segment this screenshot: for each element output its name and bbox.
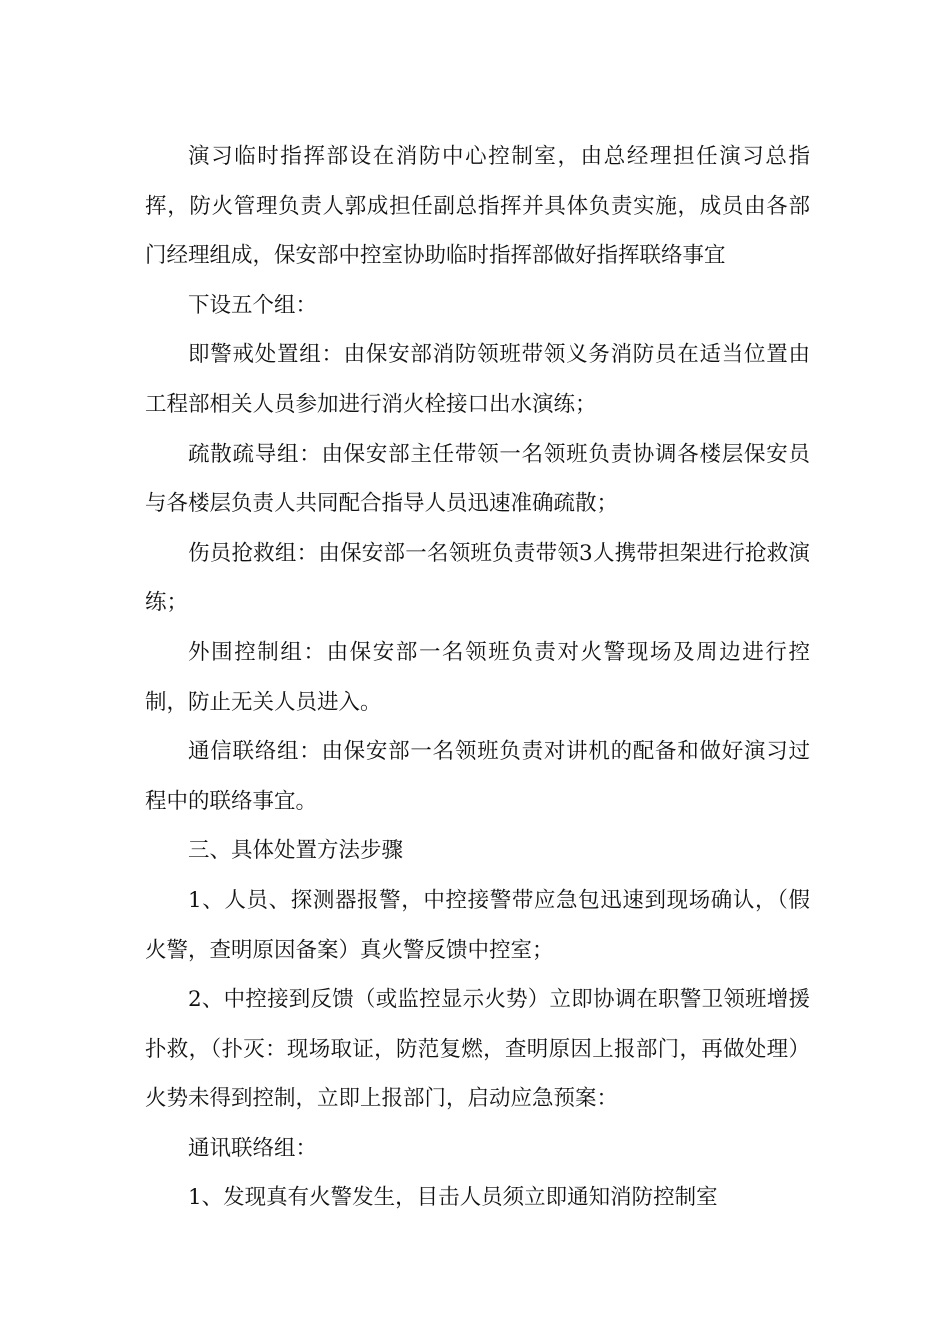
paragraph-step-2: 2、中控接到反馈（或监控显示火势）立即协调在职警卫领班增援扑救，（扑灭：现场取证，防范复燃，查明原因上报部门，再做处理）火势未得到控制，立即上报部门，启动应急预案： xyxy=(145,987,810,1112)
paragraph-alert-group: 即警戒处置组：由保安部消防领班带领义务消防员在适当位置由工程部相关人员参加进行消火栓接口出水演练； xyxy=(145,342,810,417)
paragraph-comms-heading: 通讯联络组： xyxy=(188,1135,318,1161)
paragraph-communication-group: 通信联络组：由保安部一名领班负责对讲机的配备和做好演习过程中的联络事宜。 xyxy=(145,739,810,814)
document-body xyxy=(145,132,810,1223)
section-heading-procedure: 三、具体处置方法步骤 xyxy=(188,838,404,864)
paragraph-step-1: 1、人员、探测器报警，中控接警带应急包迅速到现场确认，（假火警，查明原因备案）真火警反馈中控室； xyxy=(145,887,810,963)
paragraph-five-groups: 下设五个组： xyxy=(188,292,318,318)
paragraph-evacuation-group: 疏散疏导组：由保安部主任带领一名领班负责协调各楼层保安员与各楼层负责人共同配合指导人员迅速准确疏散； xyxy=(145,441,810,517)
paragraph-rescue-group: 伤员抢救组：由保安部一名领班负责带领3人携带担架进行抢救演练； xyxy=(145,540,810,616)
paragraph-comms-step-1: 1、发现真有火警发生，目击人员须立即通知消防控制室 xyxy=(188,1185,718,1211)
paragraph-command-post: 演习临时指挥部设在消防中心控制室，由总经理担任演习总指挥，防火管理负责人郭成担任副总指挥并具体负责实施，成员由各部门经理组成，保安部中控室协助临时指挥部做好指挥联络事宜 xyxy=(145,144,810,269)
paragraph-perimeter-group: 外围控制组：由保安部一名领班负责对火警现场及周边进行控制，防止无关人员进入。 xyxy=(145,639,810,715)
